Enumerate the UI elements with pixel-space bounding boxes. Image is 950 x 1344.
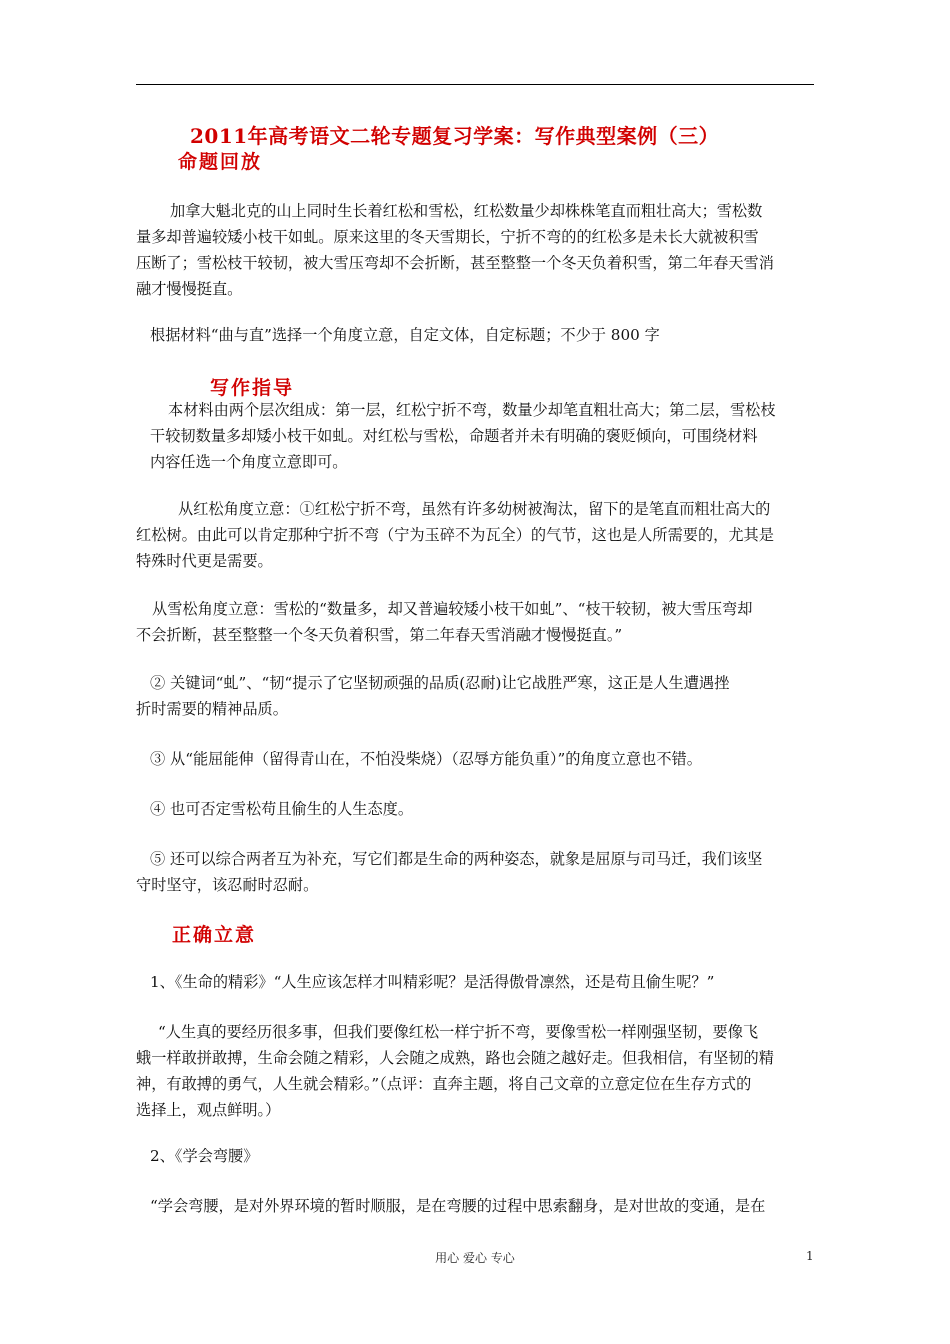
guide-point-5-line: 守时坚守，该忍耐时忍耐。	[136, 876, 319, 894]
guide-cedar-line: 不会折断，甚至整整一个冬天负着积雪，第二年春天雪消融才慢慢挺直。”	[136, 626, 623, 644]
example-1-line: 选择上，观点鲜明。）	[136, 1101, 281, 1119]
guide-point-5-line: ⑤ 还可以综合两者互为补充，写它们都是生命的两种姿态，就象是屈原与司马迁，我们该坚	[150, 850, 763, 868]
guide-intro-line: 本材料由两个层次组成：第一层，红松宁折不弯，数量少却笔直粗壮高大；第二层，雪松枝	[168, 401, 776, 419]
guide-point-2-line: ② 关键词“虬”、“韧“提示了它坚韧顽强的品质(忍耐)让它战胜严寒，这正是人生遭遇挫	[150, 674, 730, 692]
page-number: 1	[806, 1249, 814, 1263]
guide-redpine-line: 红松树。由此可以肯定那种宁折不弯（宁为玉碎不为瓦全）的气节，这也是人所需要的，尤其是	[136, 526, 774, 544]
header-rule	[136, 84, 814, 85]
guide-point-2	[136, 670, 730, 722]
material-line: 量多却普遍较矮小枝干如虬。原来这里的冬天雪期长，宁折不弯的的红松多是未长大就被积雪	[136, 228, 759, 246]
guide-intro-line: 内容任选一个角度立意即可。	[150, 453, 348, 471]
heading-guide: 写作指导	[210, 377, 295, 399]
material-line: 融才慢慢挺直。	[136, 280, 243, 298]
material-line: 压断了；雪松枝干较韧，被大雪压弯却不会折断，甚至整整一个冬天负着积雪，第二年春天雪消	[136, 254, 774, 272]
example-2-text: “学会弯腰，是对外界环境的暂时顺服，是在弯腰的过程中思索翻身，是对世故的变通，是在	[150, 1197, 766, 1215]
page-footer: 用心 爱心 专心	[435, 1251, 515, 1265]
example-1-text	[136, 1019, 774, 1123]
material-paragraph	[136, 198, 774, 302]
guide-intro-line: 干较韧数量多却矮小枝干如虬。对红松与雪松，命题者并未有明确的褒贬倾向，可围绕材料	[150, 427, 758, 445]
guide-redpine	[136, 496, 774, 574]
example-1-line: “人生真的要经历很多事，但我们要像红松一样宁折不弯，要像雪松一样刚强坚韧，要像飞	[158, 1023, 759, 1041]
heading-correct: 正确立意	[172, 924, 257, 946]
guide-cedar	[136, 596, 753, 648]
page-title: 2011年高考语文二轮专题复习学案：写作典型案例（三）	[190, 124, 720, 148]
guide-point-2-line: 折时需要的精神品质。	[136, 700, 288, 718]
guide-intro	[150, 397, 776, 475]
example-1-line: 蛾一样敢拼敢搏，生命会随之精彩，人会随之成熟，路也会随之越好走。但我相信，有坚韧的精	[136, 1049, 774, 1067]
example-1-line: 神，有敢搏的勇气，人生就会精彩。”（点评：直奔主题，将自己文章的立意定位在生存方式的	[136, 1075, 752, 1093]
material-prompt: 根据材料“曲与直”选择一个角度立意，自定文体，自定标题；不少于 800 字	[150, 326, 660, 344]
heading-review: 命题回放	[178, 151, 263, 173]
guide-cedar-line: 从雪松角度立意：雪松的“数量多，却又普遍较矮小枝干如虬”、“枝干较韧，被大雪压弯却	[152, 600, 753, 618]
guide-redpine-line: 特殊时代更是需要。	[136, 552, 273, 570]
guide-point-4: ④ 也可否定雪松苟且偷生的人生态度。	[150, 800, 414, 818]
material-line: 加拿大魁北克的山上同时生长着红松和雪松，红松数量少却株株笔直而粗壮高大；雪松数	[170, 202, 763, 220]
guide-point-3: ③ 从“能屈能伸（留得青山在，不怕没柴烧）（忍辱方能负重）”的角度立意也不错。	[150, 750, 702, 768]
guide-point-5	[136, 846, 763, 898]
example-2-title: 2、《学会弯腰》	[150, 1147, 259, 1165]
example-1-title: 1、《生命的精彩》“人生应该怎样才叫精彩呢？是活得傲骨凛然，还是苟且偷生呢？”	[150, 973, 715, 991]
guide-redpine-line: 从红松角度立意：①红松宁折不弯，虽然有许多幼树被淘汰，留下的是笔直而粗壮高大的	[178, 500, 771, 518]
